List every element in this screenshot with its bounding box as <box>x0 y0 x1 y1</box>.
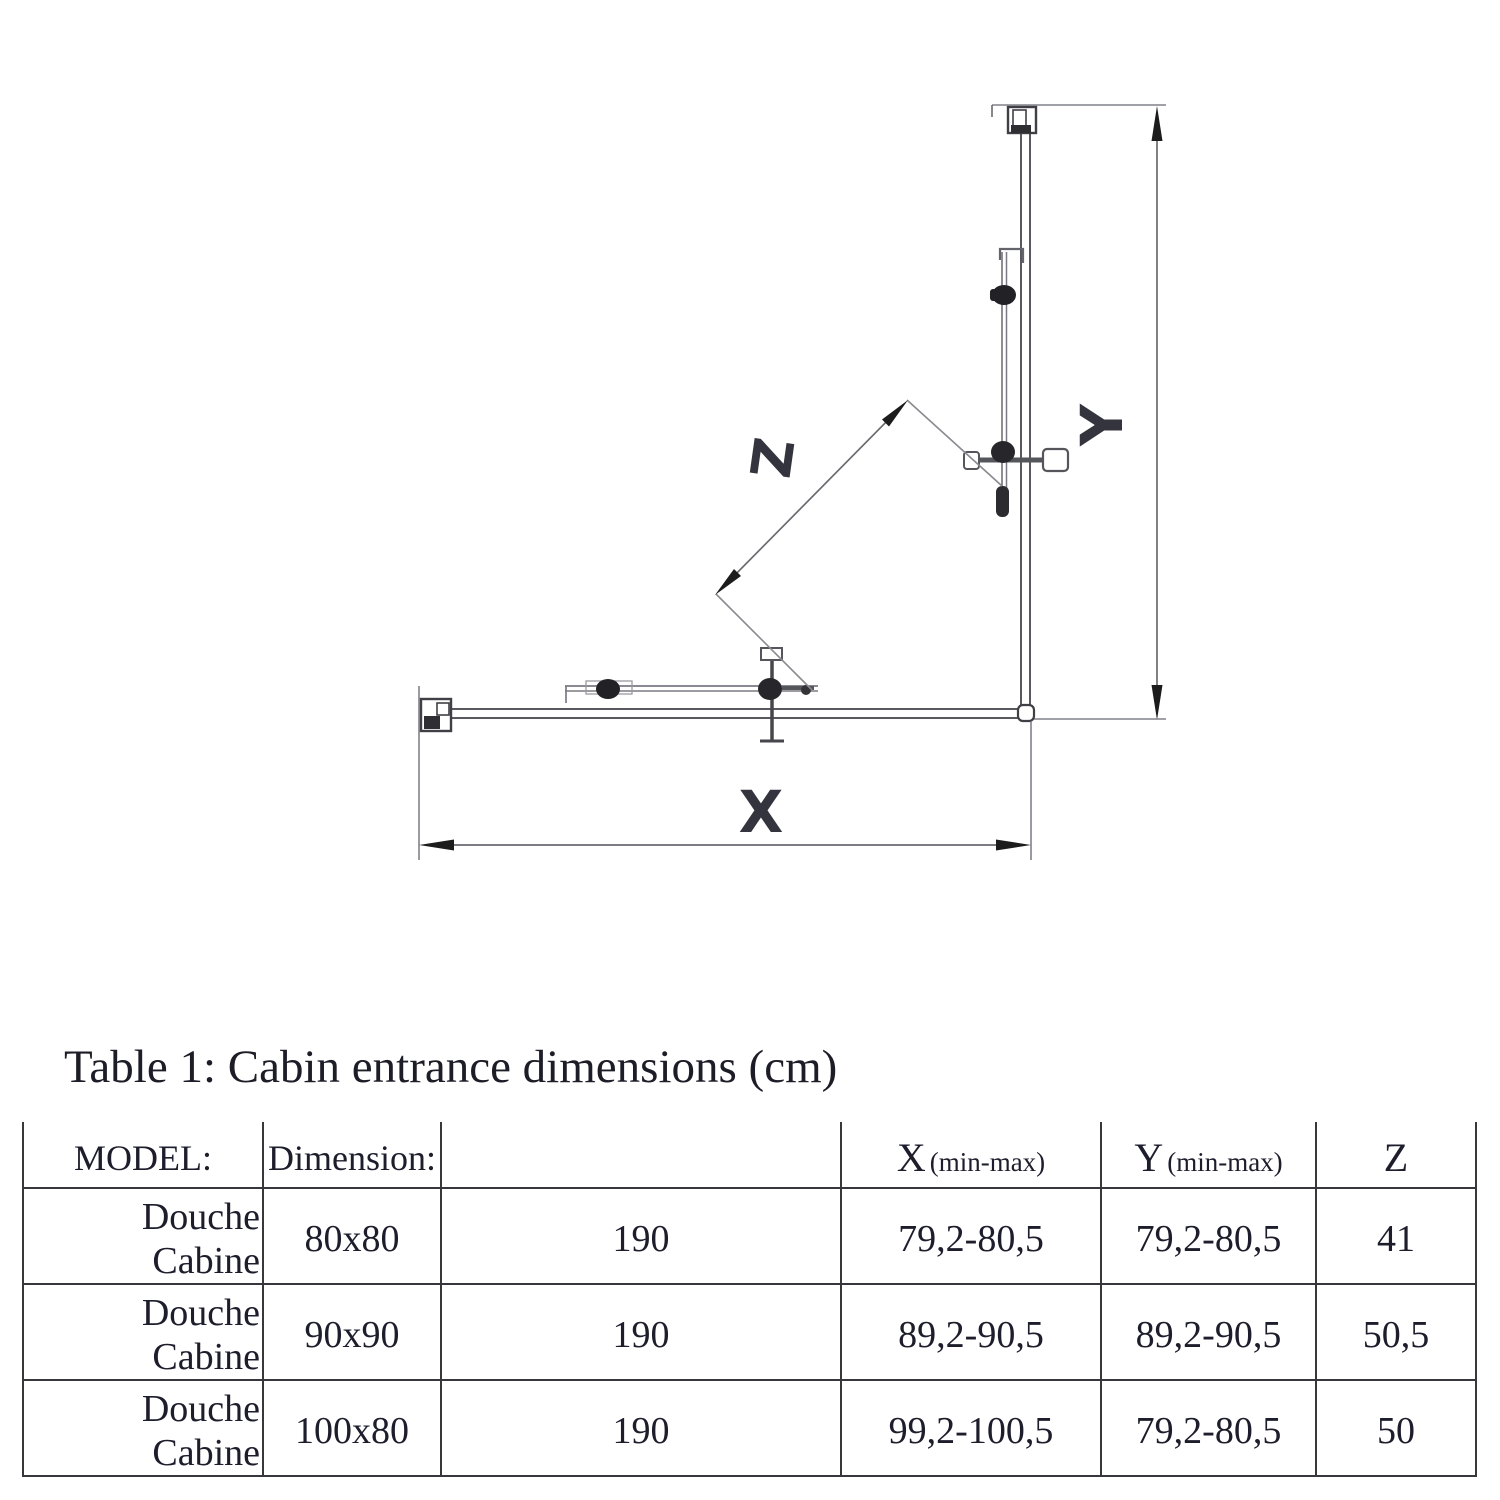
dimensions-table <box>22 1122 1477 1477</box>
table-row <box>23 1284 1476 1380</box>
cell-height: 190 <box>441 1284 841 1380</box>
header-model: MODEL: <box>23 1122 263 1188</box>
corner-post-icon <box>1018 705 1034 721</box>
dimension-y-label: Y <box>1068 404 1136 446</box>
cell-x-range: 99,2-100,5 <box>841 1380 1101 1476</box>
cell-model: Douche Cabine <box>23 1380 263 1476</box>
arrow-down-icon <box>1152 685 1163 720</box>
arrow-diagonal-icon <box>715 569 741 595</box>
dimension-z-label: Z <box>736 433 806 483</box>
arrow-left-icon <box>419 840 454 851</box>
dimension-y <box>1033 106 1166 720</box>
header-dimension: Dimension: <box>263 1122 441 1188</box>
table-row <box>23 1188 1476 1284</box>
cell-z: 41 <box>1316 1188 1476 1284</box>
cell-y-range: 89,2-90,5 <box>1101 1284 1316 1380</box>
cell-dimension: 80x80 <box>263 1188 441 1284</box>
header-x-range: X (min-max) <box>841 1122 1101 1188</box>
arrow-up-icon <box>1152 106 1163 141</box>
cell-x-range: 89,2-90,5 <box>841 1284 1101 1380</box>
header-z: Z <box>1316 1122 1476 1188</box>
door-handle-icon <box>991 441 1015 463</box>
arrow-right-icon <box>996 840 1031 851</box>
cell-z: 50,5 <box>1316 1284 1476 1380</box>
sliding-door-horizontal <box>565 648 818 742</box>
table-header-row <box>23 1122 1476 1188</box>
cell-dimension: 100x80 <box>263 1380 441 1476</box>
cell-y-range: 79,2-80,5 <box>1101 1188 1316 1284</box>
cell-model: Douche Cabine <box>23 1188 263 1284</box>
cell-dimension: 90x90 <box>263 1284 441 1380</box>
door-handle-icon <box>758 678 782 700</box>
cell-y-range: 79,2-80,5 <box>1101 1380 1316 1476</box>
cell-height: 190 <box>441 1188 841 1284</box>
sliding-door-vertical <box>964 249 1068 517</box>
header-y-range: Y (min-max) <box>1101 1122 1316 1188</box>
cell-model: Douche Cabine <box>23 1284 263 1380</box>
dimension-x-label: X <box>738 778 784 846</box>
cell-z: 50 <box>1316 1380 1476 1476</box>
table-row <box>23 1380 1476 1476</box>
cell-x-range: 79,2-80,5 <box>841 1188 1101 1284</box>
wall-bracket-top-icon <box>992 105 1166 133</box>
fixed-panel-vertical <box>1021 107 1030 716</box>
cell-height: 190 <box>441 1380 841 1476</box>
fixed-panel-horizontal <box>440 709 1029 718</box>
arrow-diagonal-icon <box>882 400 908 427</box>
wall-bracket-left-icon <box>419 686 451 860</box>
door-roller-icon <box>596 679 620 699</box>
table-caption: Table 1: Cabin entrance dimensions (cm) <box>64 1041 838 1093</box>
dimension-z <box>715 400 1002 690</box>
header-height <box>441 1122 841 1188</box>
dimension-x <box>419 722 1031 860</box>
